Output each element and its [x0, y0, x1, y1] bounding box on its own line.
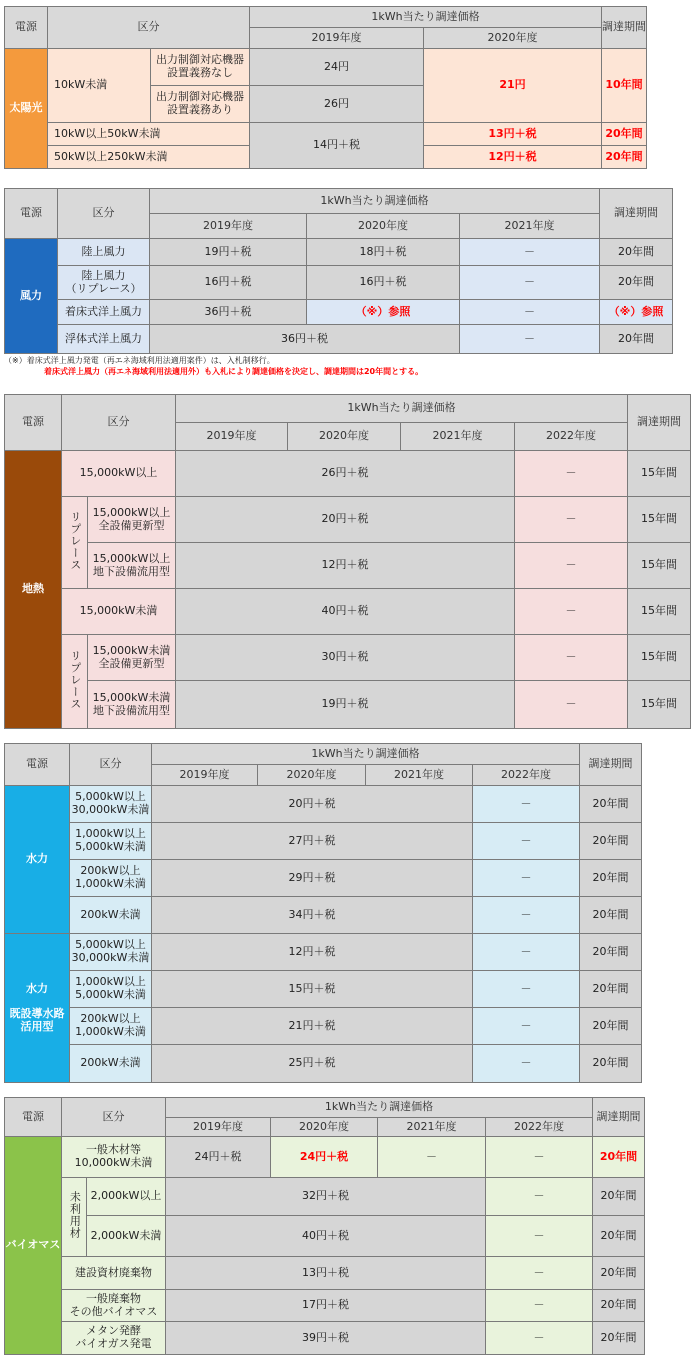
price-cell: 12円＋税 [176, 543, 515, 589]
source-header: 電源 [5, 7, 48, 49]
price-cell: － [486, 1322, 593, 1355]
source-header: 電源 [5, 1098, 62, 1137]
row-label: 200kW未満 [70, 1045, 152, 1083]
source-cell: 太陽光 [5, 49, 48, 169]
period-cell: 15年間 [628, 451, 691, 497]
year-header: 2019年度 [176, 423, 288, 451]
price-cell: 26円＋税 [176, 451, 515, 497]
row-label: 15,000kW未満 地下設備流用型 [88, 681, 176, 729]
price-cell: 16円＋税 [307, 266, 460, 300]
row-label: 5,000kW以上 30,000kW未満 [70, 786, 152, 823]
price-cell: － [486, 1178, 593, 1216]
price-cell: （※）参照 [307, 300, 460, 325]
price-header: 1kWh当たり調達価格 [250, 7, 602, 28]
source-cell: 水力 [5, 786, 70, 934]
price-cell: 27円＋税 [152, 823, 473, 860]
source-cell: バイオマス [5, 1137, 62, 1355]
price-cell: 19円＋税 [150, 239, 307, 266]
price-header: 1kWh当たり調達価格 [150, 189, 600, 214]
replace-label: リプレース [62, 497, 88, 589]
price-cell: － [473, 1045, 580, 1083]
price-cell: － [460, 239, 600, 266]
year-header: 2021年度 [366, 765, 473, 786]
price-cell: 21円 [424, 49, 602, 123]
period-cell: 20年間 [600, 266, 673, 300]
period-cell: 20年間 [580, 897, 642, 934]
year-header: 2022年度 [473, 765, 580, 786]
price-cell: － [473, 1008, 580, 1045]
price-cell: － [473, 860, 580, 897]
period-cell: 20年間 [580, 971, 642, 1008]
period-cell: 15年間 [628, 635, 691, 681]
period-header: 調達期間 [593, 1098, 645, 1137]
row-label: メタン発酵 バイオガス発電 [62, 1322, 166, 1355]
price-cell: － [515, 497, 628, 543]
period-cell: 20年間 [593, 1216, 645, 1257]
period-cell: 20年間 [580, 1008, 642, 1045]
price-cell: 12円＋税 [152, 934, 473, 971]
price-cell: 34円＋税 [152, 897, 473, 934]
year-header: 2019年度 [250, 28, 424, 49]
price-cell: 32円＋税 [166, 1178, 486, 1216]
row-label: 陸上風力 [58, 239, 150, 266]
price-cell: － [473, 823, 580, 860]
price-cell: － [473, 934, 580, 971]
year-header: 2019年度 [150, 214, 307, 239]
year-header: 2021年度 [460, 214, 600, 239]
price-cell: － [473, 786, 580, 823]
period-cell: 20年間 [580, 934, 642, 971]
price-cell: － [460, 266, 600, 300]
period-cell: 15年間 [628, 543, 691, 589]
period-cell: 15年間 [628, 589, 691, 635]
row-label: 15,000kW未満 全設備更新型 [88, 635, 176, 681]
row-label: 1,000kW以上 5,000kW未満 [70, 971, 152, 1008]
period-header: 調達期間 [580, 744, 642, 786]
period-cell: 20年間 [580, 1045, 642, 1083]
year-header: 2021年度 [401, 423, 515, 451]
wind-table [4, 188, 673, 354]
period-cell: 20年間 [602, 146, 647, 169]
price-cell: 24円＋税 [271, 1137, 378, 1178]
price-header: 1kWh当たり調達価格 [166, 1098, 593, 1118]
price-cell: － [486, 1137, 593, 1178]
price-cell: 21円＋税 [152, 1008, 473, 1045]
price-cell: 26円 [250, 86, 424, 123]
period-cell: 20年間 [580, 860, 642, 897]
period-cell: 15年間 [628, 497, 691, 543]
period-cell: 20年間 [593, 1322, 645, 1355]
price-cell: － [473, 971, 580, 1008]
price-cell: － [473, 897, 580, 934]
row-label: 陸上風力 （リプレース） [58, 266, 150, 300]
price-cell: 20円＋税 [152, 786, 473, 823]
source-cell: 地熱 [5, 451, 62, 729]
price-header: 1kWh当たり調達価格 [152, 744, 580, 765]
replace-label: リプレース [62, 635, 88, 729]
period-cell: 20年間 [593, 1137, 645, 1178]
price-cell: 13円＋税 [166, 1257, 486, 1290]
price-cell: 18円＋税 [307, 239, 460, 266]
category-header: 区分 [62, 1098, 166, 1137]
year-header: 2022年度 [486, 1118, 593, 1137]
price-cell: － [515, 635, 628, 681]
price-cell: － [460, 300, 600, 325]
period-header: 調達期間 [602, 7, 647, 49]
row-label: 15,000kW以上 地下設備流用型 [88, 543, 176, 589]
price-cell: 19円＋税 [176, 681, 515, 729]
row-label: 15,000kW以上 全設備更新型 [88, 497, 176, 543]
source-header: 電源 [5, 744, 70, 786]
price-cell: － [515, 589, 628, 635]
price-header: 1kWh当たり調達価格 [176, 395, 628, 423]
row-label: 出力制御対応機器 設置義務なし [151, 49, 250, 86]
year-header: 2021年度 [378, 1118, 486, 1137]
unused-wood-label: 未利用材 [62, 1178, 87, 1257]
price-cell: 30円＋税 [176, 635, 515, 681]
period-cell: 20年間 [580, 823, 642, 860]
year-header: 2020年度 [258, 765, 366, 786]
price-cell: 15円＋税 [152, 971, 473, 1008]
price-cell: 13円＋税 [424, 123, 602, 146]
price-cell: 16円＋税 [150, 266, 307, 300]
price-cell: 24円＋税 [166, 1137, 271, 1178]
price-cell: － [486, 1290, 593, 1322]
price-cell: － [486, 1216, 593, 1257]
category-header: 区分 [48, 7, 250, 49]
row-label: 出力制御対応機器 設置義務あり [151, 86, 250, 123]
hydro-table [4, 743, 642, 1083]
year-header: 2019年度 [166, 1118, 271, 1137]
period-cell: 20年間 [600, 325, 673, 354]
price-cell: － [460, 325, 600, 354]
row-label: 1,000kW以上 5,000kW未満 [70, 823, 152, 860]
price-cell: 29円＋税 [152, 860, 473, 897]
row-label: 一般木材等 10,000kW未満 [62, 1137, 166, 1178]
source-cell: 風力 [5, 239, 58, 354]
category-header: 区分 [70, 744, 152, 786]
row-label: 10kW以上50kW未満 [48, 123, 250, 146]
period-cell: 20年間 [580, 786, 642, 823]
period-header: 調達期間 [600, 189, 673, 239]
row-label: 10kW未満 [48, 49, 151, 123]
period-cell: 20年間 [600, 239, 673, 266]
price-cell: 24円 [250, 49, 424, 86]
row-label: 200kW以上 1,000kW未満 [70, 1008, 152, 1045]
year-header: 2020年度 [271, 1118, 378, 1137]
row-label: 浮体式洋上風力 [58, 325, 150, 354]
price-cell: 12円＋税 [424, 146, 602, 169]
price-cell: 14円＋税 [250, 123, 424, 169]
biomass-table [4, 1097, 645, 1355]
price-cell: 40円＋税 [176, 589, 515, 635]
price-cell: 36円＋税 [150, 300, 307, 325]
price-cell: 20円＋税 [176, 497, 515, 543]
period-cell: （※）参照 [600, 300, 673, 325]
row-label: 一般廃棄物 その他バイオマス [62, 1290, 166, 1322]
period-cell: 20年間 [593, 1178, 645, 1216]
geothermal-table [4, 394, 691, 729]
source-header: 電源 [5, 395, 62, 451]
price-cell: 17円＋税 [166, 1290, 486, 1322]
row-label: 15,000kW未満 [62, 589, 176, 635]
year-header: 2020年度 [307, 214, 460, 239]
row-label: 2,000kW未満 [87, 1216, 166, 1257]
row-label: 50kW以上250kW未満 [48, 146, 250, 169]
price-cell: － [378, 1137, 486, 1178]
category-header: 区分 [62, 395, 176, 451]
row-label: 2,000kW以上 [87, 1178, 166, 1216]
period-cell: 20年間 [602, 123, 647, 146]
price-cell: － [515, 451, 628, 497]
category-header: 区分 [58, 189, 150, 239]
year-header: 2020年度 [288, 423, 401, 451]
source-header: 電源 [5, 189, 58, 239]
period-cell: 15年間 [628, 681, 691, 729]
row-label: 200kW未満 [70, 897, 152, 934]
row-label: 200kW以上 1,000kW未満 [70, 860, 152, 897]
price-cell: 40円＋税 [166, 1216, 486, 1257]
year-header: 2020年度 [424, 28, 602, 49]
footnote: （※）着床式洋上風力発電（再エネ海域利用法適用案件）は、入札制移行。 [4, 356, 275, 365]
row-label: 5,000kW以上 30,000kW未満 [70, 934, 152, 971]
period-cell: 20年間 [593, 1290, 645, 1322]
period-cell: 10年間 [602, 49, 647, 123]
price-cell: 25円＋税 [152, 1045, 473, 1083]
source-cell: 水力 既設導水路 活用型 [5, 934, 70, 1083]
price-cell: － [486, 1257, 593, 1290]
period-header: 調達期間 [628, 395, 691, 451]
year-header: 2022年度 [515, 423, 628, 451]
solar-table [4, 6, 647, 169]
footnote-red: 着床式洋上風力（再エネ海域利用法適用外）も入札により調達価格を決定し、調達期間は20年間とする。 [44, 367, 424, 376]
price-cell: 36円＋税 [150, 325, 460, 354]
price-cell: － [515, 681, 628, 729]
price-cell: － [515, 543, 628, 589]
row-label: 着床式洋上風力 [58, 300, 150, 325]
year-header: 2019年度 [152, 765, 258, 786]
period-cell: 20年間 [593, 1257, 645, 1290]
row-label: 建設資材廃棄物 [62, 1257, 166, 1290]
price-cell: 39円＋税 [166, 1322, 486, 1355]
row-label: 15,000kW以上 [62, 451, 176, 497]
